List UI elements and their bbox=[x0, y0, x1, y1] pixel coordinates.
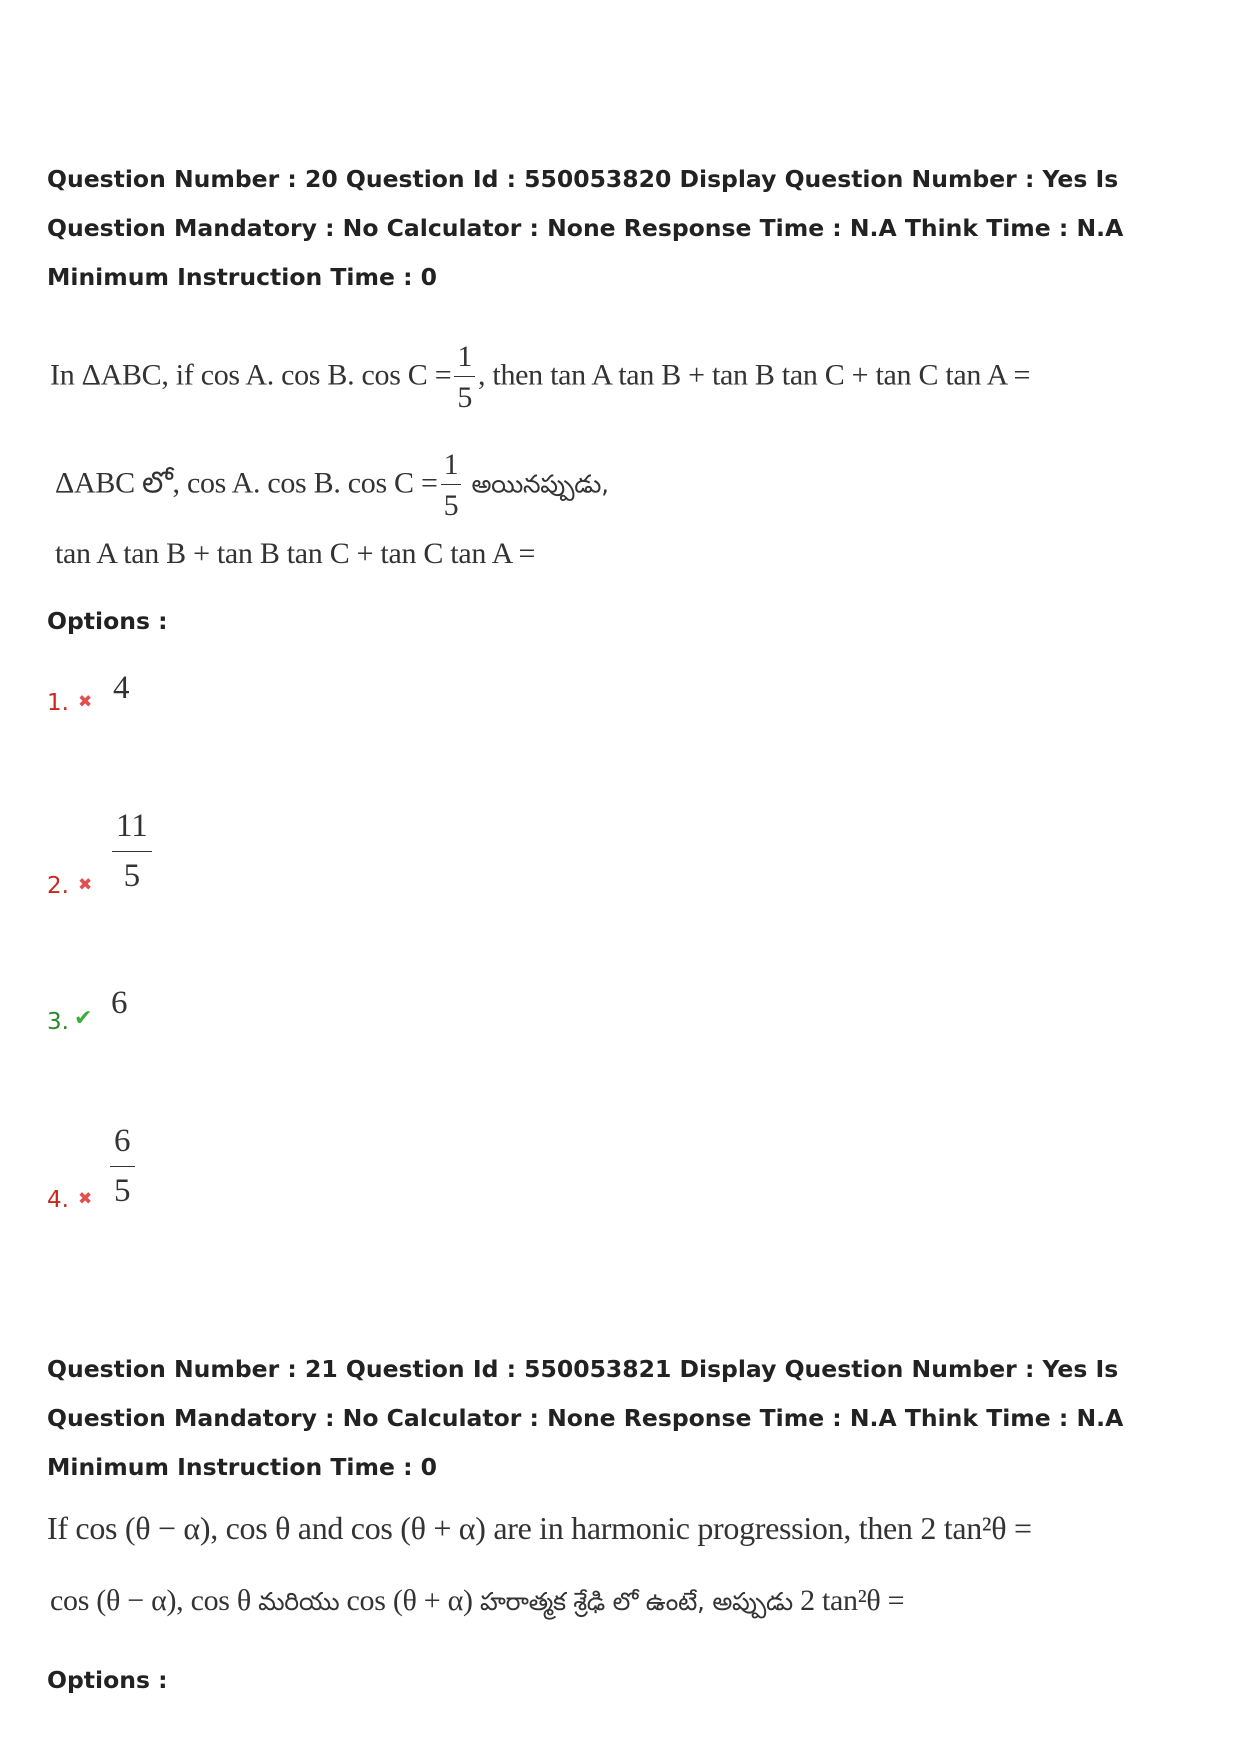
question-20-telugu bbox=[55, 450, 609, 521]
question-21-telugu bbox=[50, 1584, 904, 1623]
q20-option-1-value: 4 bbox=[113, 670, 130, 706]
question-20-telugu-line2: tan A tan B + tan B tan C + tan C tan A = bbox=[55, 537, 536, 570]
q21-options-label: Options : bbox=[47, 1666, 168, 1694]
q21-te-part-c: cos (θ + α) bbox=[346, 1584, 473, 1617]
q21-te-part-b: మరియు bbox=[258, 1587, 340, 1616]
q20-option-2-fraction bbox=[112, 810, 152, 893]
q20-option-4-frac-num: 6 bbox=[110, 1125, 135, 1167]
q20-en-prefix: In ΔABC, if cos A. cos B. cos C = bbox=[50, 358, 452, 392]
check-icon: ✔ bbox=[74, 1006, 93, 1031]
q20-option-4-fraction bbox=[110, 1125, 135, 1208]
q20-en-frac-num: 1 bbox=[454, 342, 475, 377]
q20-option-1-number: 1. bbox=[47, 690, 69, 716]
q20-option-2-frac-den: 5 bbox=[123, 858, 141, 894]
q20-te-prefix: ΔABC లో, cos A. cos B. cos C = bbox=[55, 466, 438, 500]
q20-option-4-number: 4. bbox=[47, 1187, 69, 1213]
q20-options-label: Options : bbox=[47, 607, 168, 635]
q20-option-2-frac-num: 11 bbox=[112, 810, 152, 852]
q20-en-frac-den: 5 bbox=[457, 381, 473, 414]
q20-option-3-value: 6 bbox=[111, 985, 128, 1021]
q20-te-frac-den: 5 bbox=[443, 489, 459, 522]
q21-te-part-a: cos (θ − α), cos θ bbox=[50, 1584, 251, 1617]
q20-option-2-number: 2. bbox=[47, 873, 69, 899]
cross-icon: ✖ bbox=[78, 875, 93, 895]
cross-icon: ✖ bbox=[78, 692, 93, 712]
q20-en-fraction bbox=[454, 342, 475, 413]
q20-te-fraction bbox=[441, 450, 462, 521]
q21-te-part-e: 2 tan²θ = bbox=[800, 1584, 905, 1617]
q20-te-suffix: అయినప్పుడు, bbox=[471, 469, 609, 499]
q20-en-suffix: , then tan A tan B + tan B tan C + tan C tan A = bbox=[478, 358, 1031, 392]
question-20-english bbox=[50, 342, 1030, 413]
q20-te-frac-num: 1 bbox=[441, 450, 462, 485]
question-20-meta: Question Number : 20 Question Id : 550053820 Display Question Number : Yes Is Question Mandatory : No Calculator : None Response Time : N.A Think Time : N.A Minimum Instruction Time : 0 bbox=[47, 165, 1124, 291]
question-21-meta: Question Number : 21 Question Id : 550053821 Display Question Number : Yes Is Question Mandatory : No Calculator : None Response Time : N.A Think Time : N.A Minimum Instruction Time : 0 bbox=[47, 1355, 1124, 1481]
question-21-english: If cos (θ − α), cos θ and cos (θ + α) are in harmonic progression, then 2 tan²θ = bbox=[47, 1510, 1032, 1546]
cross-icon: ✖ bbox=[78, 1189, 93, 1209]
q20-option-3-number: 3. bbox=[47, 1009, 69, 1035]
q21-te-part-d: హరాత్మక శ్రేఢి లో ఉంటే, అప్పుడు bbox=[479, 1587, 793, 1616]
q20-option-4-frac-den: 5 bbox=[114, 1173, 131, 1209]
